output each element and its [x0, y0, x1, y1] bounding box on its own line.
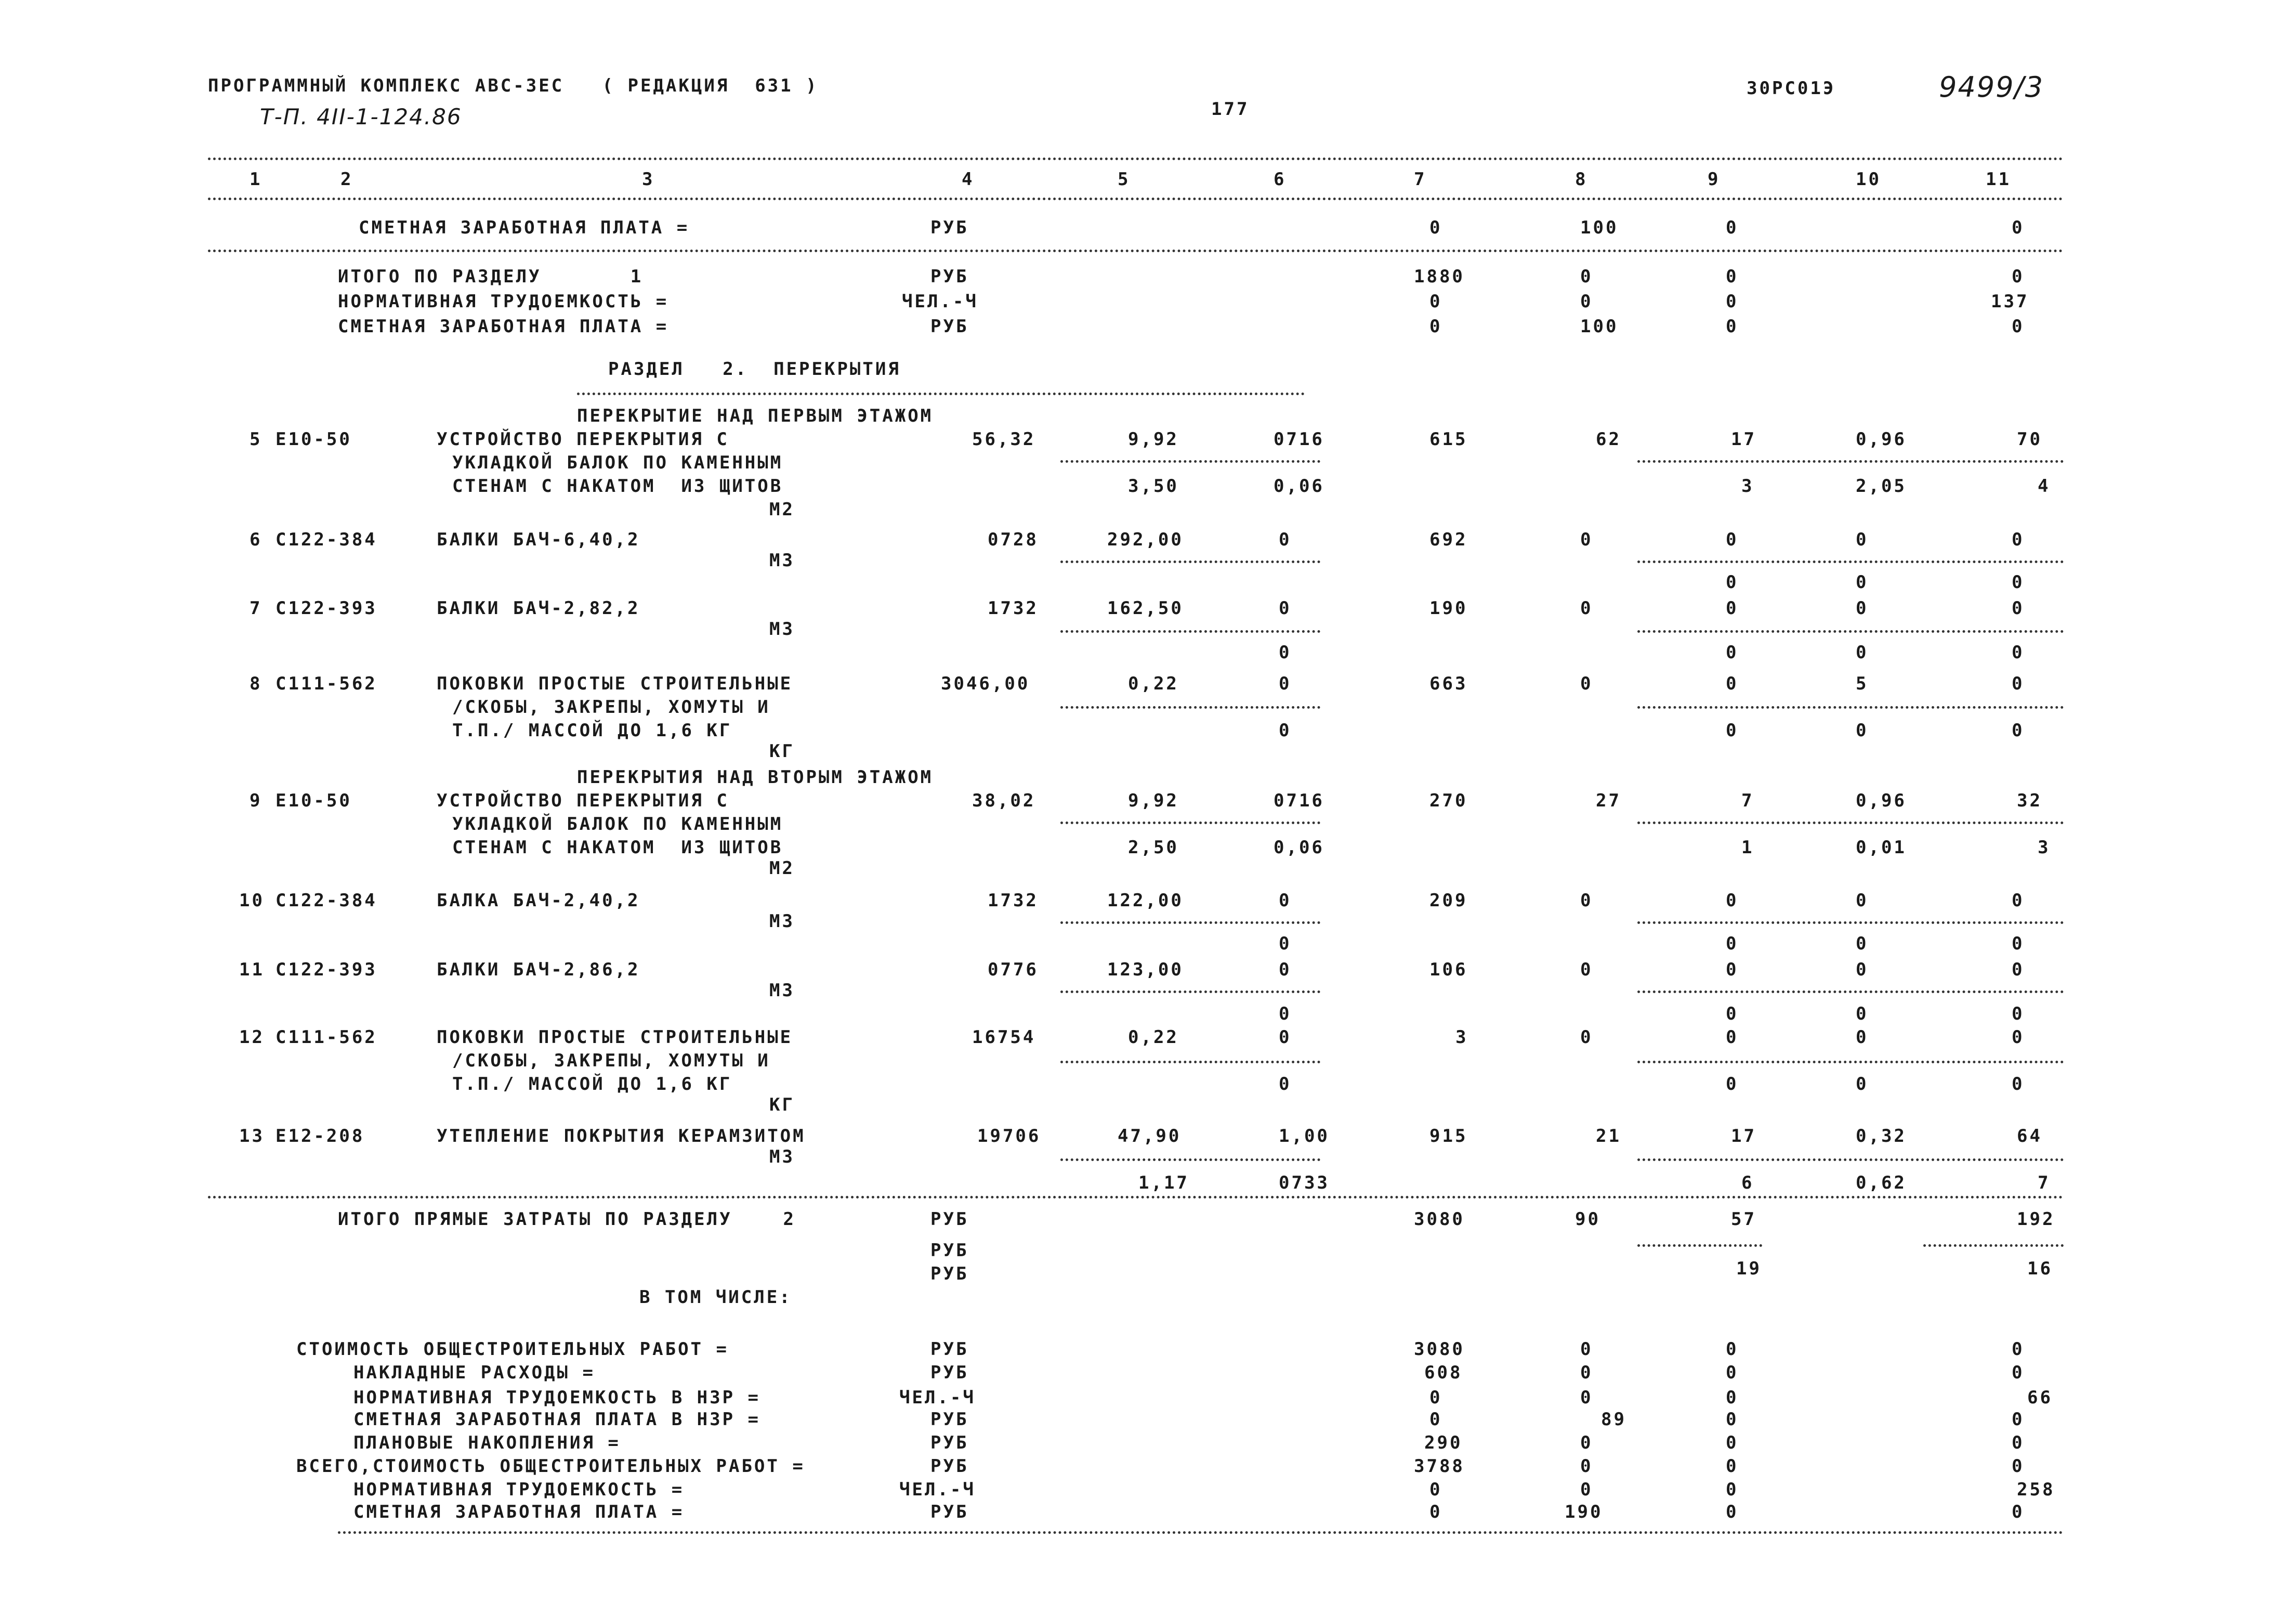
divider	[208, 158, 2064, 160]
project-number: Т-П. 4II-1-124.86	[260, 104, 462, 129]
col-num: 10	[1856, 169, 1881, 190]
document-code: 30РС01Э	[1747, 78, 1836, 99]
col-num: 1	[250, 169, 263, 190]
divider	[208, 198, 2064, 200]
col-num: 6	[1274, 169, 1287, 190]
col-num: 11	[1986, 169, 2011, 190]
divider	[208, 250, 2064, 252]
program-title: ПРОГРАММНЫЙ КОМПЛЕКС АВС-3ЕС ( РЕДАКЦИЯ 631 )	[208, 75, 819, 96]
col-num: 3	[642, 169, 655, 190]
handwritten-doc-number: 9499/3	[1939, 71, 2044, 103]
section-title: РАЗДЕЛ 2. ПЕРЕКРЫТИЯ	[608, 359, 901, 380]
col-num: 5	[1118, 169, 1131, 190]
subsection-title: ПЕРЕКРЫТИЕ НАД ПЕРВЫМ ЭТАЖОМ	[577, 406, 934, 426]
divider	[208, 1196, 2064, 1198]
col-num: 2	[340, 169, 353, 190]
col-num: 8	[1575, 169, 1588, 190]
col-num: 7	[1414, 169, 1427, 190]
subsection-title: ПЕРЕКРЫТИЯ НАД ВТОРЫМ ЭТАЖОМ	[577, 767, 934, 788]
page-number: 177	[1211, 99, 1250, 120]
divider	[338, 1531, 2064, 1534]
including-heading: В ТОМ ЧИСЛЕ:	[639, 1287, 792, 1308]
section-underline	[577, 393, 1305, 395]
col-num: 9	[1708, 169, 1721, 190]
col-num: 4	[962, 169, 975, 190]
